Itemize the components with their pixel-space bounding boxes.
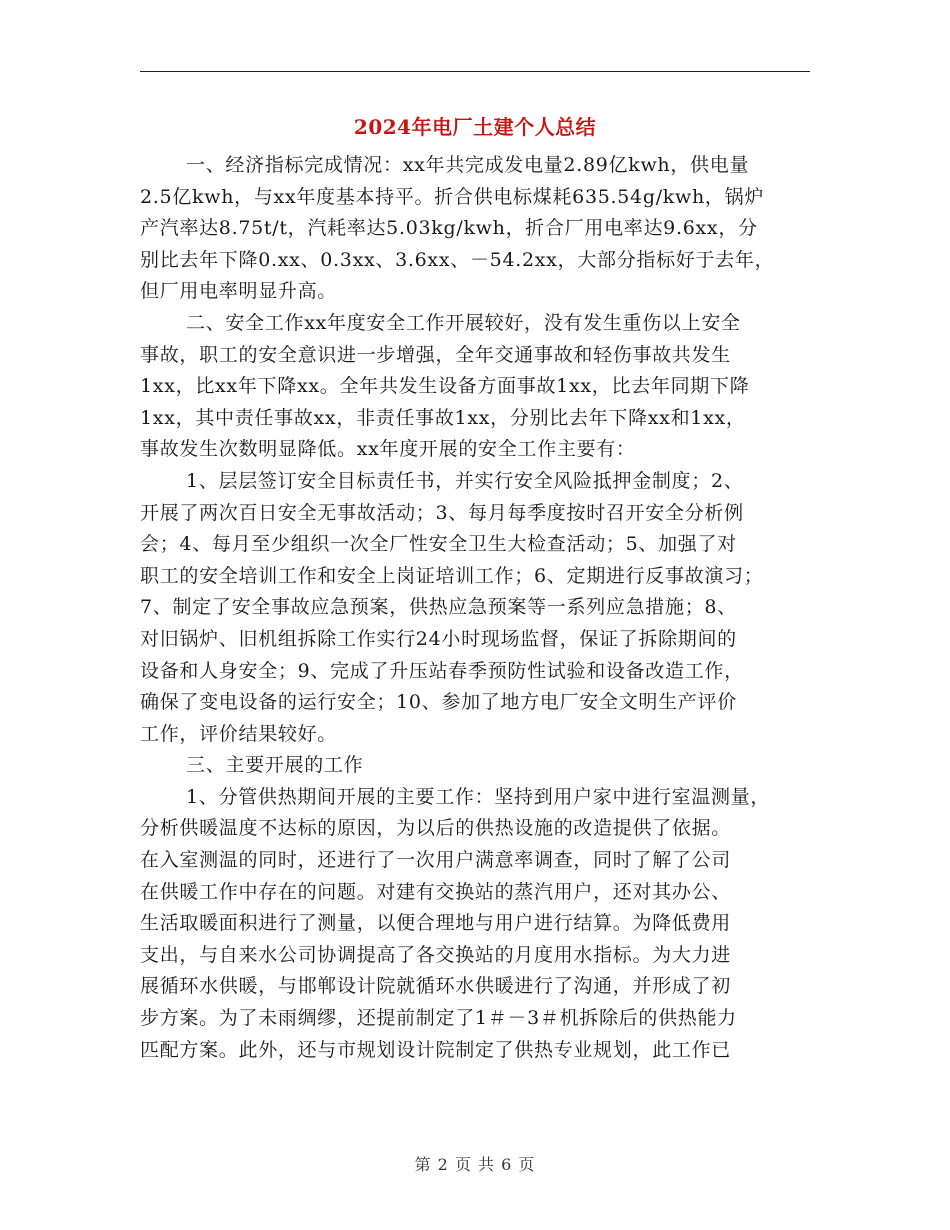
paragraph-safety-work <box>140 308 820 466</box>
paragraph-heating-work <box>140 782 820 1066</box>
text-line: 展循环水供暖，与邯郸设计院就循环水供暖进行了沟通，并形成了初 <box>140 975 732 998</box>
paragraph-safety-measures <box>140 466 820 750</box>
text-line: 匹配方案。此外，还与市规划设计院制定了供热专业规划，此工作已 <box>140 1038 732 1061</box>
text-line: 1、层层签订安全目标责任书，并实行安全风险抵押金制度；2、 <box>186 469 744 492</box>
text-line: 但厂用电率明显升高。 <box>140 280 338 303</box>
header-rule <box>140 71 810 72</box>
text-line: 职工的安全培训工作和安全上岗证培训工作；6、定期进行反事故演习； <box>140 564 764 587</box>
text-line: 1、分管供热期间开展的主要工作：坚持到用户家中进行室温测量， <box>186 785 771 808</box>
document-body <box>140 150 820 1066</box>
text-line: 2.5亿kwh，与xx年度基本持平。折合供电标煤耗635.54g/kwh，锅炉 <box>140 185 765 208</box>
text-line: 对旧锅炉、旧机组拆除工作实行24小时现场监督，保证了拆除期间的 <box>140 627 737 650</box>
text-line: 在供暖工作中存在的问题。对建有交换站的蒸汽用户，还对其办公、 <box>140 880 732 903</box>
text-line: 工作，评价结果较好。 <box>140 722 338 745</box>
text-line: 一、经济指标完成情况：xx年共完成发电量2.89亿kwh，供电量 <box>186 154 750 176</box>
text-line: 会；4、每月至少组织一次全厂性安全卫生大检查活动；5、加强了对 <box>140 533 737 556</box>
text-line: 生活取暖面积进行了测量，以便合理地与用户进行结算。为降低费用 <box>140 912 732 935</box>
text-line: 二、安全工作xx年度安全工作开展较好，没有发生重伤以上安全 <box>186 311 741 334</box>
text-line: 1xx，比xx年下降xx。全年共发生设备方面事故1xx，比去年同期下降 <box>140 375 750 398</box>
text-line: 分析供暖温度不达标的原因，为以后的供热设施的改造提供了依据。 <box>140 817 732 840</box>
text-line: 确保了变电设备的运行安全；10、参加了地方电厂安全文明生产评价 <box>140 691 737 714</box>
text-line: 在入室测温的同时，还进行了一次用户满意率调查，同时了解了公司 <box>140 849 732 872</box>
text-line: 设备和人身安全；9、完成了升压站春季预防性试验和设备改造工作， <box>140 659 744 682</box>
text-line: 别比去年下降0.xx、0.3xx、3.6xx、－54.2xx，大部分指标好于去年， <box>140 248 775 271</box>
text-line: 事故，职工的安全意识进一步增强，全年交通事故和轻伤事故共发生 <box>140 343 732 366</box>
document-title: 2024年电厂土建个人总结 <box>353 115 597 139</box>
text-line: 步方案。为了未雨绸缪，还提前制定了1＃－3＃机拆除后的供热能力 <box>140 1007 737 1030</box>
page-number-footer: 第 2 页 共 6 页 <box>414 1155 536 1174</box>
paragraph-economic-indicators <box>140 150 820 308</box>
text-line: 1xx，其中责任事故xx，非责任事故1xx，分别比去年下降xx和1xx， <box>140 406 746 429</box>
text-line: 开展了两次百日安全无事故活动；3、每月每季度按时召开安全分析例 <box>140 501 744 524</box>
text-line: 事故发生次数明显降低。xx年度开展的安全工作主要有： <box>140 438 636 461</box>
text-line: 产汽率达8.75t/t，汽耗率达5.03kg/kwh，折合厂用电率达9.6xx，分 <box>140 217 758 240</box>
section-heading-main-work <box>140 750 820 782</box>
text-line: 三、主要开展的工作 <box>186 754 364 777</box>
text-line: 7、制定了安全事故应急预案，供热应急预案等一系列应急措施；8、 <box>140 596 737 619</box>
text-line: 支出，与自来水公司协调提高了各交换站的月度用水指标。为大力进 <box>140 943 732 966</box>
